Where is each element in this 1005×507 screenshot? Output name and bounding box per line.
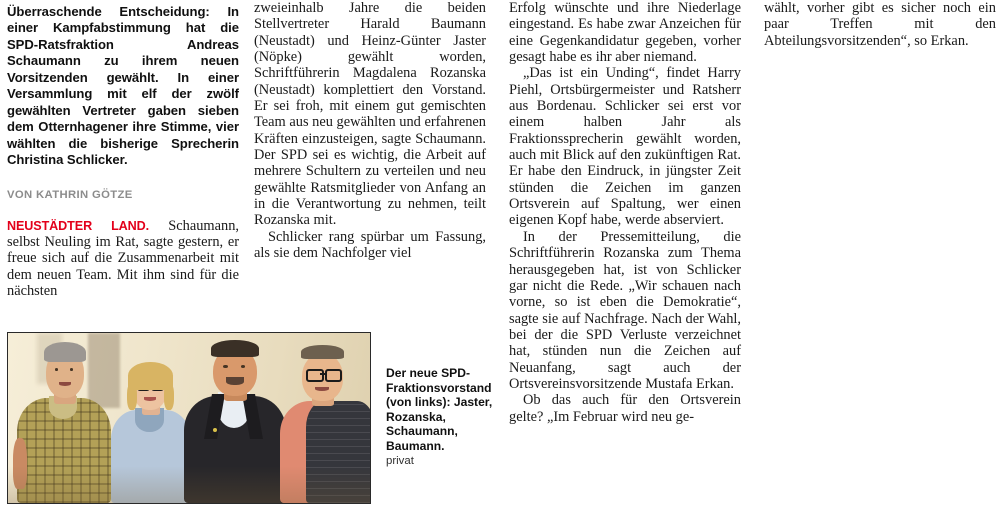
photo-credit: privat [386, 454, 414, 467]
article-body-column-3-part-3: In der Pressemitteilung, die Schriftführerin Rozanska zum Thema herausgegeben hat, ist von Schlicker gar nicht die Rede. „Wir schauen nach vorne, so ist eben die Demokratie“, sagte sie auf Nachfrage. Nach der Wahl, bei der die SPD Verluste verzeichnet hat, stünden nun die Zeichen auf Neuanfang, sagt auch der Ortsvereinsvorsitzende Mustafa Erkan. [509, 228, 741, 392]
photo-person-rozanska-hair-side-right [164, 383, 174, 410]
photo-person-jaster-hair [44, 342, 87, 362]
photo-person-rozanska-hair-side-left [127, 383, 137, 410]
photo-person-baumann-glasses-left [306, 369, 324, 382]
photo-person-jaster-eye-right [70, 368, 73, 371]
article-body-column-3-part-1: Erfolg wünschte und ihre Niederlage eingestand. Es habe zwar Anzeichen für eine Gegenkandidatur gegeben, vorher gesagt habe es ihr aber niemand. [509, 0, 741, 66]
article-byline: VON KATHRIN GÖTZE [7, 188, 133, 201]
article-column-3 [509, 0, 741, 425]
photo-person-baumann-hair [301, 345, 344, 359]
photo-person-schaumann-eye-right [241, 365, 245, 368]
photo-person-baumann-mouth [315, 387, 329, 391]
photo-person-schaumann-lapel-pin [213, 428, 217, 432]
photo-person-schaumann-eye-left [223, 365, 227, 368]
article-body-column-4: wählt, vorher gibt es sicher noch ein paar Treffen mit den Abteilungsvorsitzenden“, so Erkan. [764, 0, 996, 49]
photo-person-jaster-mouth [59, 382, 71, 386]
photo-bottom-shadow [8, 466, 370, 503]
article-body-column-1 [7, 201, 239, 300]
photo-person-baumann-glasses-right [325, 369, 343, 382]
photo-person-schaumann-mustache [226, 377, 243, 385]
photo-person-baumann-head [302, 353, 343, 401]
photo-person-rozanska-mouth [144, 397, 155, 401]
photo-caption-text: Der neue SPD-Fraktionsvorstand (von links): Jaster, Rozanska, Schaumann, Baumann. [386, 366, 493, 453]
article-lead-paragraph: Überraschende Entscheidung: In einer Kampfabstimmung hat die SPD-Ratsfraktion Andreas Schaumann zu ihrem neuen Vorsitzenden gewählt. In einer Versammlung mit elf der zwölf gewählten Vertreter gaben sieben dem Otternhagener ihre Stimme, vier wählten die bisherige Sprecherin Christina Schlicker. [7, 4, 239, 168]
article-dateline: NEUSTÄDTER LAND. [7, 218, 150, 233]
photo-person-baumann-glasses-bridge [320, 373, 324, 375]
article-body-column-2-part-2: Schlicker rang spürbar um Fassung, als sie dem Nachfolger viel [254, 228, 486, 262]
article-column-2 [254, 0, 486, 262]
article-body-column-3-part-2: „Das ist ein Unding“, findet Harry Piehl, Ortsbürgermeister und Ratsherr aus Bordenau. Schlicker sei erst vor einem halben Jahr als Fraktionssprecherin gewählt worden, auch mit Blick auf den zukünftigen Rat. Er habe den Eindruck, in jüngster Zeit stünden die Zeichen im ganzen Ortsverein auf Spaltung, wer einen eigenen Kopf habe, werde abserviert. [509, 65, 741, 229]
article-column-1 [7, 0, 239, 299]
article-photo-block [7, 332, 371, 504]
group-photo [7, 332, 371, 504]
photo-person-schaumann-hair [211, 340, 259, 357]
article-body-column-2-part-1: zweieinhalb Jahre die beiden Stellvertreter Harald Baumann (Neustadt) und Heinz-Günter Jaster (Nöpke) gewählt worden, Schriftführerin Magdalena Rozanska (Neustadt) komplettiert den Vorstand. Er sei froh, mit einem gut gemischten Team aus neu gewählten und erfahrenen Kräften einzusteigen, sagte Schaumann. Der SPD sei es wichtig, die Arbeit auf mehrere Schultern zu verteilen und neu gewählte Ratsmitglieder von Anfang an in die Verantwortung zu nehmen, teilt Rozanska mit. [254, 0, 486, 229]
article-column-4 [764, 0, 996, 49]
photo-person-jaster-eye-left [55, 368, 58, 371]
photo-caption-block [386, 366, 504, 468]
article-body-column-3-part-4: Ob das auch für den Ortsverein gelte? „Im Februar wird neu ge- [509, 392, 741, 425]
article-body-column-1-text: Schaumann, selbst Neuling im Rat, sagte gestern, er freue sich auf die Zusammenarbeit mit dem neuen Team. Mit ihm sind für die nächsten [7, 217, 239, 299]
